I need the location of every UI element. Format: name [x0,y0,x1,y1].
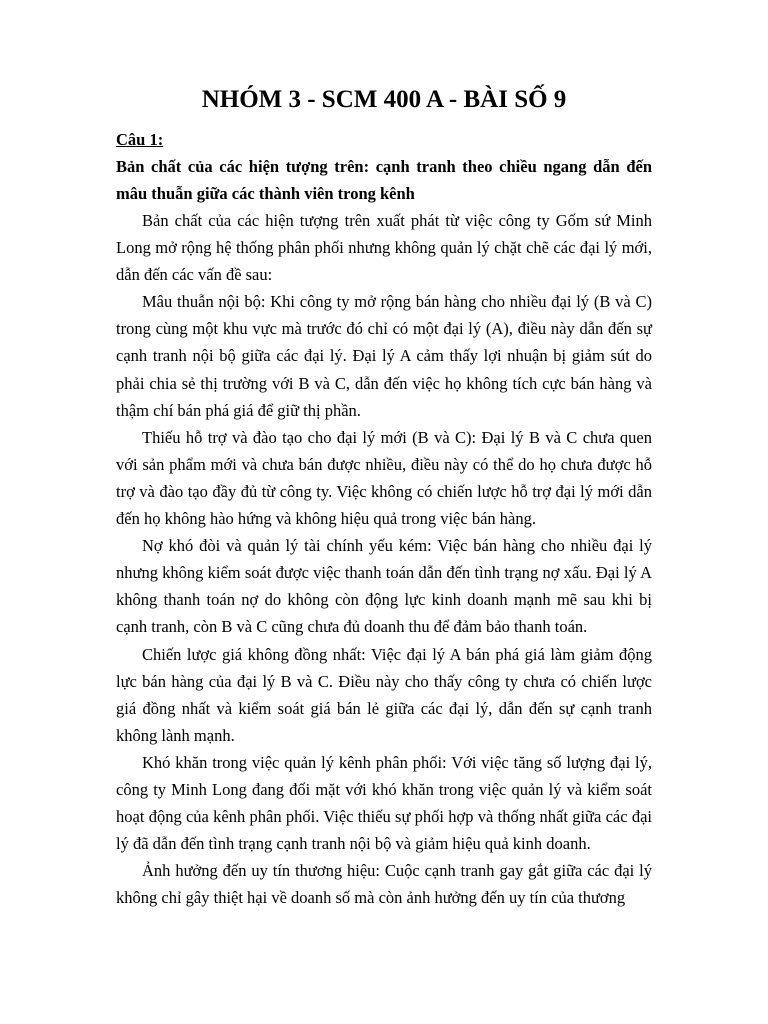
paragraph-channel-management: Khó khăn trong việc quản lý kênh phân phối: Với việc tăng số lượng đại lý, công ty Minh Long đang đối mặt với khó khăn trong việc quản lý và kiểm soát hoạt động của kênh phân phối. Việc thiếu sự phối hợp và thống nhất giữa các đại lý đã dẫn đến tình trạng cạnh tranh nội bộ và giảm hiệu quả kinh doanh. [116,752,652,854]
paragraph-lack-of-support: Thiếu hỗ trợ và đào tạo cho đại lý mới (B và C): Đại lý B và C chưa quen với sản phẩm mới và chưa bán được nhiều, điều này có thể do họ chưa được hỗ trợ và đào tạo đầy đủ từ công ty. Việc không có chiến lược hỗ trợ đại lý mới dẫn đến họ không hào hứng và không hiệu quả trong việc bán hàng. [116,427,652,529]
paragraph-brand-reputation: Ảnh hưởng đến uy tín thương hiệu: Cuộc cạnh tranh gay gắt giữa các đại lý không chỉ gây thiệt hại về doanh số mà còn ảnh hưởng đến uy tín của thương [116,861,652,908]
paragraph-intro: Bản chất của các hiện tượng trên xuất phát từ việc công ty Gốm sứ Minh Long mở rộng hệ thống phân phối nhưng không quản lý chặt chẽ các đại lý mới, dẫn đến các vấn đề sau: [116,211,652,285]
question-label: Câu 1: [116,130,164,149]
paragraph-pricing-strategy: Chiến lược giá không đồng nhất: Việc đại lý A bán phá giá làm giảm động lực bán hàng của đại lý B và C. Điều này cho thấy công ty chưa có chiến lược giá đồng nhất và kiểm soát giá bán lẻ giữa các đại lý, dẫn đến sự cạnh tranh không lành mạnh. [116,644,652,745]
paragraph-internal-conflict: Mâu thuẫn nội bộ: Khi công ty mở rộng bán hàng cho nhiều đại lý (B và C) trong cùng một khu vực mà trước đó chỉ có một đại lý (A), điều này dẫn đến sự cạnh tranh nội bộ giữa các đại lý. Đại lý A cảm thấy lợi nhuận bị giảm sút do phải chia sẻ thị trường với B và C, dẫn đến việc họ không tích cực bán hàng và thậm chí bán phá giá để giữ thị phần. [116,292,652,420]
document-title: NHÓM 3 - SCM 400 A - BÀI SỐ 9 [201,86,567,113]
section-subheading: Bản chất của các hiện tượng trên: cạnh tranh theo chiều ngang dẫn đến mâu thuẫn giữa các thành viên trong kênh [116,157,652,203]
paragraph-bad-debt: Nợ khó đòi và quản lý tài chính yếu kém: Việc bán hàng cho nhiều đại lý nhưng không kiểm soát được việc thanh toán dẫn đến tình trạng nợ xấu. Đại lý A không thanh toán nợ do không còn động lực kinh doanh mạnh mẽ sau khi bị cạnh tranh, còn B và C cũng chưa đủ doanh thu để đảm bảo thanh toán. [116,536,652,637]
